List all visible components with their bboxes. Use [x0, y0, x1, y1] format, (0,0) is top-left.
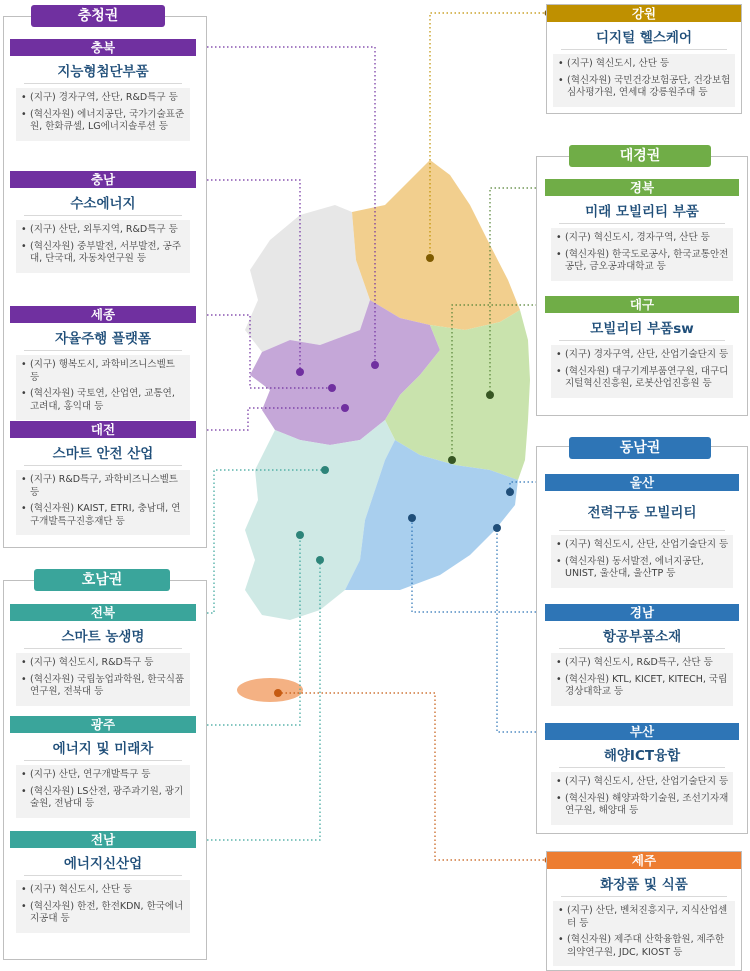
card-gyeongbuk-title: 미래 모빌리티 부품 — [585, 204, 699, 220]
card-chungnam-title: 수소에너지 — [70, 196, 136, 212]
card-ulsan-title: 전력구동 모빌리티 — [587, 505, 697, 521]
card-gyeongnam-title: 항공부품소재 — [602, 629, 682, 645]
dot-gyeongnam — [408, 514, 416, 522]
card-jeonnam-title: 에너지신산업 — [63, 856, 143, 872]
dot-gwangju — [296, 531, 304, 539]
card-gangwon — [546, 4, 742, 114]
card-gwangju-name: 광주 — [10, 716, 196, 733]
card-sejong-title: 자율주행 플랫폼 — [55, 331, 151, 347]
card-daejeon — [10, 421, 196, 535]
card-daejeon-title: 스마트 안전 산업 — [52, 446, 154, 462]
card-chungnam — [10, 171, 196, 273]
card-jeonbuk — [10, 604, 196, 706]
card-gwangju — [10, 716, 196, 818]
card-jeonnam-bullet-1: • (지구) 혁신도시, 산단 등 — [20, 884, 186, 897]
card-gyeongbuk-bullet-1: • (지구) 혁신도시, 경자구역, 산단 등 — [555, 232, 729, 245]
map-jeju — [237, 678, 303, 702]
card-sejong-name: 세종 — [10, 306, 196, 323]
card-jeonbuk-name: 전북 — [10, 604, 196, 621]
card-busan-bullet-1: • (지구) 혁신도시, 산단, 산업기술단지 등 — [555, 776, 729, 789]
card-gangwon-name: 강원 — [547, 5, 741, 22]
region-tag-chungcheong: 충청권 — [31, 5, 165, 27]
map-capital-area — [245, 205, 370, 352]
card-ulsan-bullet-2: • (혁신자원) 동서발전, 에너지공단, UNIST, 울산대, 울산TP 등 — [555, 556, 729, 581]
card-daejeon-name: 대전 — [10, 421, 196, 438]
dot-sejong — [328, 384, 336, 392]
card-gangwon-bullet-1: • (지구) 혁신도시, 산단 등 — [557, 58, 731, 71]
dot-jeju — [274, 689, 282, 697]
card-ulsan — [545, 474, 739, 588]
card-gyeongnam-bullet-1: • (지구) 혁신도시, R&D특구, 산단 등 — [555, 657, 729, 670]
card-ulsan-bullet-1: • (지구) 혁신도시, 산단, 산업기술단지 등 — [555, 539, 729, 552]
card-chungbuk-bullet-2: • (혁신자원) 에너지공단, 국가기술표준원, 한화큐셀, LG에너지솔루션 등 — [20, 109, 186, 134]
card-daejeon-bullet-1: • (지구) R&D특구, 과학비즈니스벨트 등 — [20, 474, 186, 499]
card-daegu-name: 대구 — [545, 296, 739, 313]
card-busan-bullet-2: • (혁신자원) 해양과학기술원, 조선기자재연구원, 해양대 등 — [555, 793, 729, 818]
card-sejong-bullet-1: • (지구) 행복도시, 과학비즈니스벨트 등 — [20, 359, 186, 384]
card-daejeon-bullet-2: • (혁신자원) KAIST, ETRI, 충남대, 연구개발특구진흥재단 등 — [20, 503, 186, 528]
card-jeonbuk-bullet-1: • (지구) 혁신도시, R&D특구 등 — [20, 657, 186, 670]
dot-ulsan — [506, 488, 514, 496]
card-busan — [545, 723, 739, 825]
card-gyeongnam-name: 경남 — [545, 604, 739, 621]
card-busan-title: 해양ICT융합 — [603, 748, 681, 764]
card-busan-name: 부산 — [545, 723, 739, 740]
card-daegu — [545, 296, 739, 398]
card-chungnam-bullet-1: • (지구) 산단, 외투지역, R&D특구 등 — [20, 224, 186, 237]
card-gangwon-bullet-2: • (혁신자원) 국민건강보험공단, 건강보험심사평가원, 연세대 강릉원주대 등 — [557, 75, 731, 100]
card-gyeongbuk-bullet-2: • (혁신자원) 한국도로공사, 한국교통안전공단, 금오공과대학교 등 — [555, 249, 729, 274]
card-sejong — [10, 306, 196, 420]
dot-chungnam — [296, 368, 304, 376]
dot-jeonnam — [316, 556, 324, 564]
region-tag-dongnam: 동남권 — [569, 437, 711, 459]
card-gyeongnam-bullet-2: • (혁신자원) KTL, KICET, KITECH, 국립경상대학교 등 — [555, 674, 729, 699]
region-tag-honam: 호남권 — [34, 569, 170, 591]
region-tag-daegyeong: 대경권 — [569, 145, 711, 167]
card-jeju-name: 제주 — [547, 852, 741, 869]
card-gyeongbuk-name: 경북 — [545, 179, 739, 196]
card-jeju-bullet-1: • (지구) 산단, 벤처진흥지구, 지식산업센터 등 — [557, 905, 731, 930]
dot-jeonbuk — [321, 466, 329, 474]
card-gangwon-title: 디지털 헬스케어 — [596, 30, 692, 46]
dot-chungbuk — [371, 361, 379, 369]
card-gwangju-bullet-2: • (혁신자원) LS산전, 광주과기원, 광기술원, 전남대 등 — [20, 786, 186, 811]
card-chungbuk-name: 충북 — [10, 39, 196, 56]
card-ulsan-name: 울산 — [545, 474, 739, 491]
card-jeju-bullet-2: • (혁신자원) 제주대 산학융합원, 제주한의약연구원, JDC, KIOST 등 — [557, 934, 731, 959]
dot-busan — [493, 524, 501, 532]
card-chungbuk-title: 지능형첨단부품 — [57, 64, 149, 80]
card-daegu-bullet-2: • (혁신자원) 대구기계부품연구원, 대구디지털혁신진흥원, 로봇산업진흥원 등 — [555, 366, 729, 391]
card-jeonnam — [10, 831, 196, 933]
card-jeonbuk-title: 스마트 농생명 — [61, 629, 145, 645]
card-jeju — [546, 851, 742, 971]
card-gwangju-bullet-1: • (지구) 산단, 연구개발특구 등 — [20, 769, 186, 782]
card-gyeongbuk — [545, 179, 739, 281]
dot-daegu — [448, 456, 456, 464]
card-sejong-bullet-2: • (혁신자원) 국토연, 산업연, 교통연, 고려대, 홍익대 등 — [20, 388, 186, 413]
dot-gyeongbuk — [486, 391, 494, 399]
card-chungbuk — [10, 39, 196, 141]
card-daegu-bullet-1: • (지구) 경자구역, 산단, 산업기술단지 등 — [555, 349, 729, 362]
card-daegu-title: 모빌리티 부품sw — [590, 321, 694, 337]
card-gyeongnam — [545, 604, 739, 706]
card-chungnam-name: 충남 — [10, 171, 196, 188]
card-gwangju-title: 에너지 및 미래차 — [52, 741, 154, 757]
card-jeju-title: 화장품 및 식품 — [600, 877, 688, 893]
card-jeonnam-bullet-2: • (혁신자원) 한전, 한전KDN, 한국에너지공대 등 — [20, 901, 186, 926]
card-chungbuk-bullet-1: • (지구) 경자구역, 산단, R&D특구 등 — [20, 92, 186, 105]
card-jeonbuk-bullet-2: • (혁신자원) 국립농업과학원, 한국식품연구원, 전북대 등 — [20, 674, 186, 699]
card-chungnam-bullet-2: • (혁신자원) 중부발전, 서부발전, 공주대, 단국대, 자동차연구원 등 — [20, 241, 186, 266]
dot-daejeon — [341, 404, 349, 412]
card-jeonnam-name: 전남 — [10, 831, 196, 848]
dot-gangwon — [426, 254, 434, 262]
